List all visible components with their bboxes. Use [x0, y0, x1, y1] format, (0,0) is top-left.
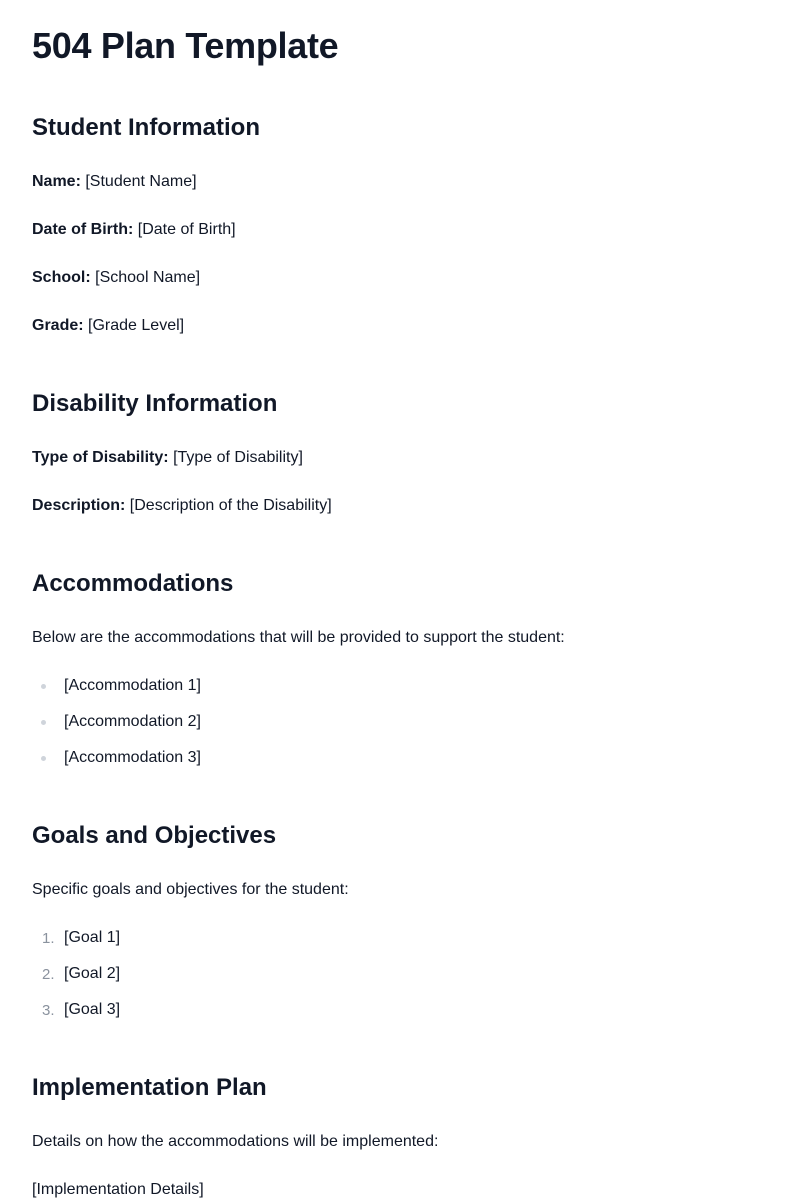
list-item: [Accommodation 2]: [64, 713, 201, 730]
field-label: Type of Disability:: [32, 449, 169, 466]
list-item: [Accommodation 3]: [64, 749, 201, 766]
section-heading-student-information: Student Information: [32, 114, 260, 141]
field-label: Name:: [32, 173, 81, 190]
section-heading-goals-and-objectives: Goals and Objectives: [32, 822, 277, 849]
list-item: [Accommodation 1]: [64, 677, 201, 694]
field-school: [32, 270, 200, 286]
field-name: [32, 174, 197, 190]
field-description: [32, 498, 332, 514]
field-label: Date of Birth:: [32, 221, 134, 238]
field-value: [Grade Level]: [88, 317, 185, 334]
page-title: 504 Plan Template: [32, 25, 339, 66]
list-item: [Goal 3]: [64, 1001, 121, 1018]
list-number: 1.: [42, 930, 55, 947]
field-label: Description:: [32, 497, 126, 514]
field-date-of-birth: [32, 222, 236, 238]
field-label: Grade:: [32, 317, 84, 334]
section-heading-implementation-plan: Implementation Plan: [32, 1074, 267, 1101]
field-value: [Date of Birth]: [137, 221, 236, 238]
field-value: [Student Name]: [85, 173, 197, 190]
implementation-intro: Details on how the accommodations will be implemented:: [32, 1133, 439, 1150]
implementation-details: [Implementation Details]: [32, 1181, 204, 1198]
section-heading-accommodations: Accommodations: [32, 570, 234, 597]
list-item: [Goal 2]: [64, 965, 121, 982]
field-label: School:: [32, 269, 91, 286]
bullet-icon: [41, 756, 46, 761]
field-value: [School Name]: [95, 269, 201, 286]
list-number: 2.: [42, 966, 55, 983]
list-item: [Goal 1]: [64, 929, 121, 946]
field-value: [Type of Disability]: [173, 449, 303, 466]
bullet-icon: [41, 684, 46, 689]
goals-intro: Specific goals and objectives for the student:: [32, 881, 349, 898]
bullet-icon: [41, 720, 46, 725]
field-value: [Description of the Disability]: [129, 497, 332, 514]
field-grade: [32, 318, 184, 334]
list-number: 3.: [42, 1002, 55, 1019]
accommodations-intro: Below are the accommodations that will be provided to support the student:: [32, 629, 565, 646]
field-type-of-disability: [32, 450, 303, 466]
section-heading-disability-information: Disability Information: [32, 390, 278, 417]
